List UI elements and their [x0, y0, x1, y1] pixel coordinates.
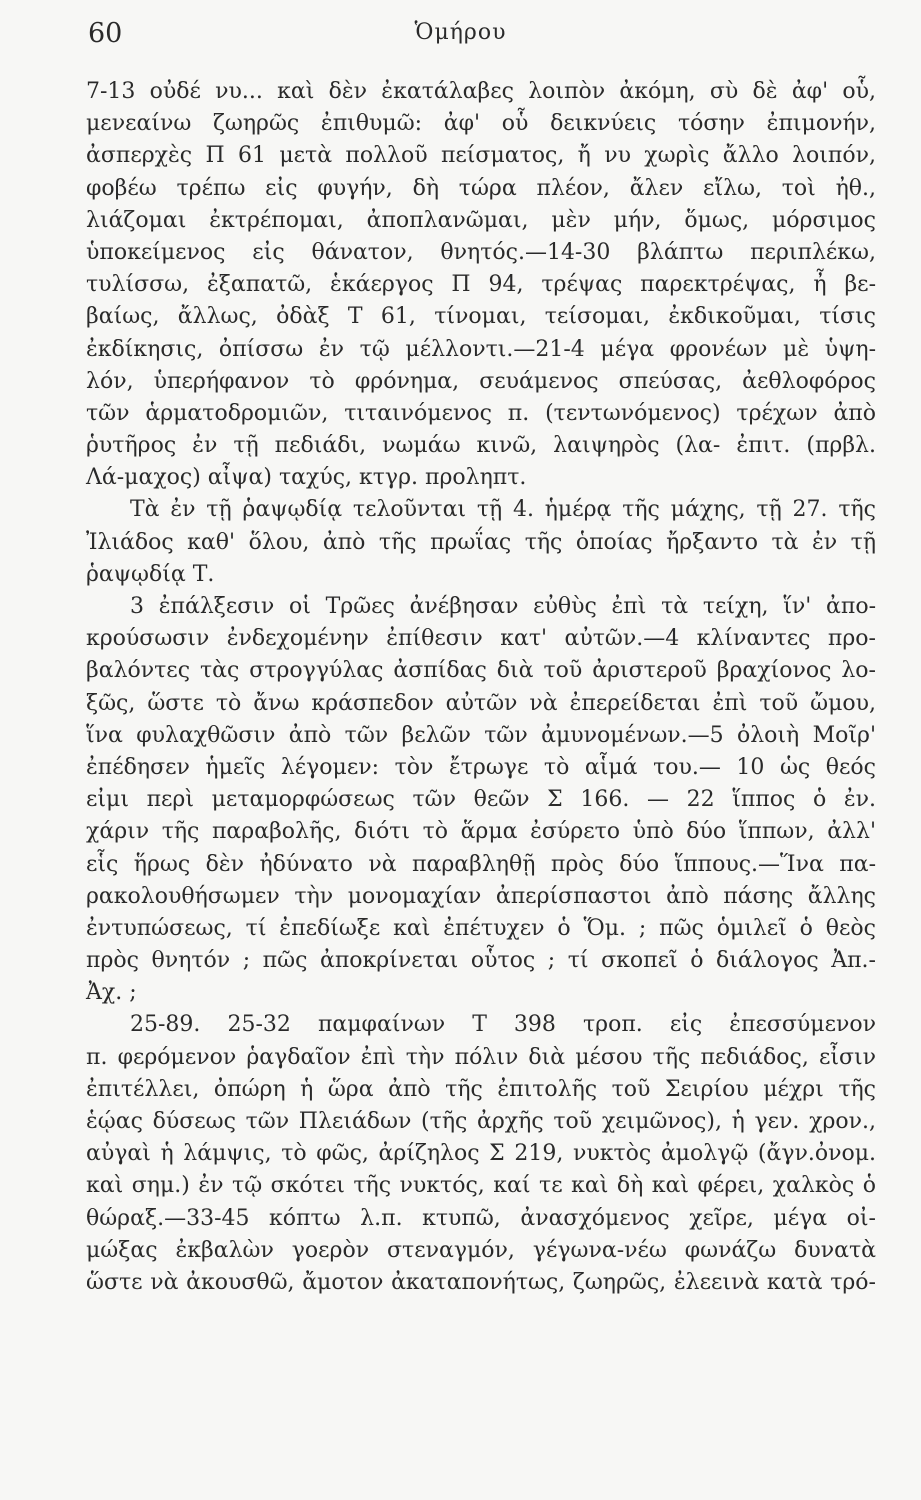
commentary-text — [86, 76, 876, 1299]
running-title: Ὁμήρου — [414, 20, 507, 45]
text-line: πρὸς θνητόν ; πῶς ἀποκρίνεται οὗτος ; τί σκοπεῖ ὁ διάλογος Ἀπ.- — [86, 948, 876, 974]
text-line: ρακολουθήσωμεν τὴν μονομαχίαν ἀπερίσπαστοι ἀπὸ πάσης ἄλλης — [86, 883, 876, 909]
text-line: βαίως, ἄλλως, ὀδὰξ Τ 61, τίνομαι, τείσομαι, ἐκδικοῦμαι, τίσις — [86, 304, 876, 330]
text-line: τῶν ἁρματοδρομιῶν, τιταινόμενος π. (τεντωνόμενος) τρέχων ἀπὸ — [86, 400, 876, 426]
text-line: εἰμι περὶ μεταμορφώσεως τῶν θεῶν Σ 166. — 22 ἵππος ὁ ἐν. — [86, 787, 876, 813]
text-line: ἵνα φυλαχθῶσιν ἀπὸ τῶν βελῶν τῶν ἀμυνομένων.—5 ὀλοιὴ Μοῖρ' — [86, 722, 876, 748]
text-line: Ἀχ. ; — [86, 980, 137, 1006]
text-line: π. φερόμενον ῥαγδαῖον ἐπὶ τὴν πόλιν διὰ μέσου τῆς πεδιάδος, εἶσιν — [86, 1044, 876, 1070]
text-line: λόν, ὑπερήφανον τὸ φρόνημα, σευάμενος σπεύσας, ἀεθλοφόρος — [86, 368, 876, 394]
paragraph-start-line: 3 ἐπάλξεσιν οἱ Τρῶες ἀνέβησαν εὐθὺς ἐπὶ τὰ τείχη, ἵν' ἀπο- — [130, 594, 876, 619]
text-line: ἐπιτέλλει, ὀπώρη ἡ ὥρα ἀπὸ τῆς ἐπιτολῆς τοῦ Σειρίου μέχρι τῆς — [86, 1076, 876, 1102]
text-line: 7-13 οὐδέ νυ... καὶ δὲν ἐκατάλαβες λοιπὸν ἀκόμη, σὺ δὲ ἀφ' οὗ, — [86, 79, 876, 104]
text-line: μενεαίνω ζωηρῶς ἐπιθυμῶ: ἀφ' οὗ δεικνύεις τόσην ἐπιμονήν, — [86, 111, 876, 137]
text-line: Λά-μαχος) αἶψα) ταχύς, κτγρ. προληπτ. — [86, 465, 527, 491]
text-line: ἐκδίκησις, ὀπίσσω ἐν τῷ μέλλοντι.—21-4 μέγα φρονέων μὲ ὑψη- — [86, 336, 876, 362]
text-line: αὐγαὶ ἡ λάμψις, τὸ φῶς, ἀρίζηλος Σ 219, νυκτὸς ἀμολγῷ (ἄγν.ὀνομ. — [86, 1141, 876, 1167]
text-line: ῥαψῳδίᾳ Τ. — [86, 561, 215, 587]
text-line: λιάζομαι ἐκτρέπομαι, ἀποπλανῶμαι, μὲν μήν, ὅμως, μόρσιμος — [86, 207, 876, 233]
text-line: βαλόντες τὰς στρογγύλας ἀσπίδας διὰ τοῦ ἀριστεροῦ βραχίονος λο- — [86, 658, 876, 684]
text-line: ἐντυπώσεως, τί ἐπεδίωξε καὶ ἐπέτυχεν ὁ Ὅμ. ; πῶς ὁμιλεῖ ὁ θεὸς — [86, 915, 876, 941]
text-line: ἀσπερχὲς Π 61 μετὰ πολλοῦ πείσματος, ἤ νυ χωρὶς ἄλλο λοιπόν, — [86, 143, 876, 169]
text-line: θώραξ.—33-45 κόπτω λ.π. κτυπῶ, ἀνασχόμενος χεῖρε, μέγα οἰ- — [86, 1205, 876, 1231]
text-line: ἐπέδησεν ἡμεῖς λέγομεν: τὸν ἔτρωγε τὸ αἷμά του.— 10 ὡς θεός — [86, 754, 876, 780]
text-line: ὥστε νὰ ἀκουσθῶ, ἄμοτον ἀκαταπονήτως, ζωηρῶς, ἐλεεινὰ κατὰ τρό- — [86, 1269, 876, 1295]
text-line: ὑποκείμενος εἰς θάνατον, θνητός.—14-30 βλάπτω περιπλέκω, — [86, 239, 876, 265]
page-header — [0, 18, 921, 58]
text-line: χάριν τῆς παραβολῆς, διότι τὸ ἅρμα ἐσύρετο ὑπὸ δύο ἵππων, ἀλλ' — [86, 819, 876, 845]
text-line: κρούσωσιν ἐνδεχομένην ἐπίθεσιν κατ' αὐτῶν.—4 κλίναντες προ- — [86, 626, 876, 652]
text-line: μώξας ἐκβαλὼν γοερὸν στεναγμόν, γέγωνα-νέω φωνάζω δυνατὰ — [86, 1237, 876, 1263]
text-line: εἷς ἥρως δὲν ἠδύνατο νὰ παραβληθῇ πρὸς δύο ἵππους.—Ἵνα πα- — [86, 851, 876, 877]
text-line: φοβέω τρέπω εἰς φυγήν, δὴ τώρα πλέον, ἄλεν εἴλω, τοὶ ἠθ., — [86, 175, 876, 201]
page-number: 60 — [88, 18, 123, 49]
text-line: ξῶς, ὥστε τὸ ἄνω κράσπεδον αὐτῶν νὰ ἐπερείδεται ἐπὶ τοῦ ὤμου, — [86, 690, 876, 716]
text-line: ἑῴας δύσεως τῶν Πλειάδων (τῆς ἀρχῆς τοῦ χειμῶνος), ἡ γεν. χρον., — [86, 1109, 876, 1134]
text-line: ῥυτῆρος ἐν τῇ πεδιάδι, νωμάω κινῶ, λαιψηρὸς (λα- ἐπιτ. (πρβλ. — [86, 433, 876, 459]
paragraph-start-line: Τὰ ἐν τῇ ῥαψῳδίᾳ τελοῦνται τῇ 4. ἡμέρᾳ τῆς μάχης, τῇ 27. τῆς — [130, 497, 876, 523]
text-line: καὶ σημ.) ἐν τῷ σκότει τῆς νυκτός, καί τε καὶ δὴ καὶ φέρει, χαλκὸς ὁ — [86, 1173, 876, 1199]
text-line: τυλίσσω, ἐξαπατῶ, ἑκάεργος Π 94, τρέψας παρεκτρέψας, ἦ βε- — [86, 272, 876, 298]
text-line: Ἰλιάδος καθ' ὅλου, ἀπὸ τῆς πρωΐας τῆς ὁποίας ἤρξαντο τὰ ἐν τῇ — [86, 529, 876, 555]
section-start-line: 25-89. 25-32 παμφαίνων Τ 398 τροπ. εἰς ἐπεσσύμενον — [130, 1012, 876, 1038]
